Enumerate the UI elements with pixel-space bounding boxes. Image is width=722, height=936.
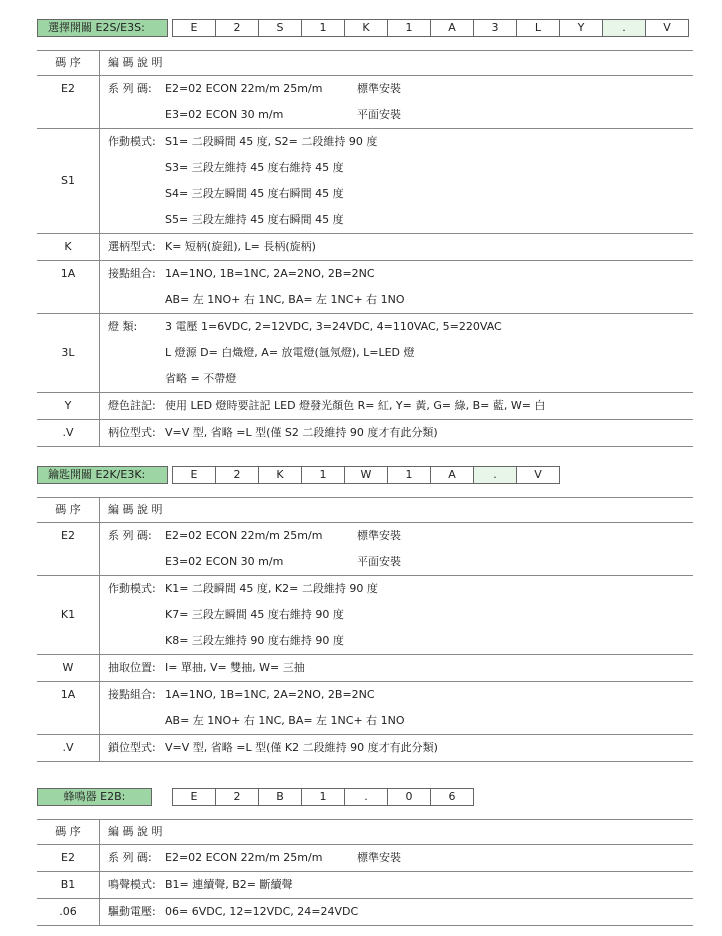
code-cells xyxy=(172,788,474,806)
field-value: E2=02 ECON 22m/m 25m/m xyxy=(165,529,323,542)
code-row xyxy=(37,19,168,37)
table-row xyxy=(37,845,693,872)
code-cells xyxy=(172,19,689,37)
mount-type: 平面安裝 xyxy=(357,555,401,568)
description-line xyxy=(100,655,693,681)
table-row xyxy=(37,261,693,314)
field-key: 燈色註記: xyxy=(108,399,156,412)
description-line xyxy=(100,872,693,898)
field-value: 1A=1NO, 1B=1NC, 2A=2NO, 2B=2NC xyxy=(165,267,375,280)
row-description xyxy=(100,129,694,234)
row-code-label: E2 xyxy=(61,82,75,95)
row-code-label: E2 xyxy=(61,851,75,864)
row-description xyxy=(100,261,694,314)
row-code-label: W xyxy=(62,661,74,674)
header-code-column: 碼 序 xyxy=(37,820,100,845)
field-key: 接點組合: xyxy=(108,688,156,701)
field-key: 驅動電壓: xyxy=(108,905,156,918)
description-line xyxy=(100,102,693,128)
field-value: AB= 左 1NO+ 右 1NC, BA= 左 1NC+ 右 1NO xyxy=(165,714,405,727)
field-value: 省略 = 不帶燈 xyxy=(165,372,237,385)
field-value: K8= 三段左維持 90 度右維持 90 度 xyxy=(165,634,344,647)
header-code-column: 碼 序 xyxy=(37,498,100,523)
table-row xyxy=(37,523,693,576)
field-value: B1= 連續聲, B2= 斷續聲 xyxy=(165,878,293,891)
description-line xyxy=(100,899,693,925)
field-key: 系 列 碼: xyxy=(108,851,152,864)
code-cell: 1 xyxy=(302,467,345,483)
field-value: S4= 三段左瞬間 45 度右瞬間 45 度 xyxy=(165,187,344,200)
row-description xyxy=(100,872,694,899)
row-description xyxy=(100,845,694,872)
row-code xyxy=(37,420,100,447)
code-cell: A xyxy=(431,20,474,36)
row-description xyxy=(100,899,694,926)
code-cell: B xyxy=(259,789,302,805)
field-key: 作動模式: xyxy=(108,135,156,148)
row-code xyxy=(37,314,100,393)
table-header xyxy=(37,820,693,845)
row-code xyxy=(37,872,100,899)
row-description xyxy=(100,576,694,655)
table-row xyxy=(37,872,693,899)
table-row xyxy=(37,76,693,129)
description-line xyxy=(100,708,693,734)
row-code-label: K1 xyxy=(60,608,76,621)
row-code xyxy=(37,899,100,926)
spec-table xyxy=(37,819,693,926)
description-line xyxy=(100,76,693,102)
row-code xyxy=(37,845,100,872)
field-value: E2=02 ECON 22m/m 25m/m xyxy=(165,82,323,95)
description-line xyxy=(100,393,693,419)
header-description-column: 編 碼 說 明 xyxy=(100,498,694,523)
code-cell: 2 xyxy=(216,20,259,36)
field-value: K= 短柄(旋鈕), L= 長柄(旋柄) xyxy=(165,240,316,253)
code-cell: Y xyxy=(560,20,603,36)
code-cell: S xyxy=(259,20,302,36)
code-cell: L xyxy=(517,20,560,36)
row-code-label: 3L xyxy=(61,346,75,359)
code-row xyxy=(37,788,152,806)
row-code xyxy=(37,76,100,129)
field-value: S5= 三段左維持 45 度右瞬間 45 度 xyxy=(165,213,344,226)
field-key: 鎖位型式: xyxy=(108,741,156,754)
code-cell: 1 xyxy=(388,20,431,36)
row-code-label: B1 xyxy=(60,878,76,891)
table-header xyxy=(37,51,693,76)
row-code-label: .V xyxy=(62,741,74,754)
code-cell: K xyxy=(259,467,302,483)
table-row xyxy=(37,420,693,447)
header-code-column: 碼 序 xyxy=(37,51,100,76)
spec-table xyxy=(37,50,693,447)
field-value: E3=02 ECON 30 m/m xyxy=(165,108,284,121)
table-row xyxy=(37,735,693,762)
description-line xyxy=(100,845,693,871)
description-line xyxy=(100,682,693,708)
code-cell: 0 xyxy=(388,789,431,805)
code-cell: K xyxy=(345,20,388,36)
header-description-column: 編 碼 說 明 xyxy=(100,51,694,76)
field-value: S3= 三段左維持 45 度右維持 45 度 xyxy=(165,161,344,174)
field-value: K7= 三段左瞬間 45 度右維持 90 度 xyxy=(165,608,344,621)
field-key: 燈 類: xyxy=(108,320,138,333)
description-line xyxy=(100,287,693,313)
code-cell: E xyxy=(172,467,216,483)
spec-table xyxy=(37,497,693,762)
mount-type: 標準安裝 xyxy=(357,82,401,95)
code-cell: E xyxy=(172,20,216,36)
row-code xyxy=(37,576,100,655)
description-line xyxy=(100,420,693,446)
row-code-label: 1A xyxy=(60,688,76,701)
description-line xyxy=(100,735,693,761)
row-description xyxy=(100,420,694,447)
code-cell: . xyxy=(474,467,517,483)
description-line xyxy=(100,261,693,287)
field-value: V=V 型, 省略 =L 型(僅 S2 二段維持 90 度才有此分類) xyxy=(165,426,438,439)
description-line xyxy=(100,234,693,260)
row-description xyxy=(100,76,694,129)
row-description xyxy=(100,314,694,393)
row-code xyxy=(37,261,100,314)
description-line xyxy=(100,207,693,233)
description-line xyxy=(100,576,693,602)
row-code-label: E2 xyxy=(61,529,75,542)
table-row xyxy=(37,129,693,234)
description-line xyxy=(100,314,693,340)
field-value: AB= 左 1NO+ 右 1NC, BA= 左 1NC+ 右 1NO xyxy=(165,293,405,306)
code-cell: 1 xyxy=(388,467,431,483)
mount-type: 標準安裝 xyxy=(357,529,401,542)
table-header xyxy=(37,498,693,523)
row-code xyxy=(37,393,100,420)
field-value: S1= 二段瞬間 45 度, S2= 二段維持 90 度 xyxy=(165,135,378,148)
table-row xyxy=(37,655,693,682)
code-cell: 6 xyxy=(431,789,474,805)
section-title: 蜂鳴器 E2B: xyxy=(37,788,152,806)
field-value: 06= 6VDC, 12=12VDC, 24=24VDC xyxy=(165,905,359,918)
field-key: 鳴聲模式: xyxy=(108,878,156,891)
field-value: 使用 LED 燈時要註記 LED 燈發光顏色 R= 紅, Y= 黃, G= 綠, B= 藍, W= 白 xyxy=(165,399,546,412)
field-key: 柄位型式: xyxy=(108,426,156,439)
row-code xyxy=(37,129,100,234)
field-key: 系 列 碼: xyxy=(108,529,152,542)
code-cell: . xyxy=(345,789,388,805)
field-value: V=V 型, 省略 =L 型(僅 K2 二段維持 90 度才有此分類) xyxy=(165,741,438,754)
code-row xyxy=(37,466,168,484)
description-line xyxy=(100,628,693,654)
table-row xyxy=(37,314,693,393)
row-description xyxy=(100,655,694,682)
field-key: 選柄型式: xyxy=(108,240,156,253)
row-description xyxy=(100,682,694,735)
table-row xyxy=(37,234,693,261)
section-title: 選擇開關 E2S/E3S: xyxy=(37,19,168,37)
field-key: 系 列 碼: xyxy=(108,82,152,95)
description-line xyxy=(100,523,693,549)
row-description xyxy=(100,735,694,762)
mount-type: 平面安裝 xyxy=(357,108,401,121)
description-line xyxy=(100,549,693,575)
row-description xyxy=(100,523,694,576)
code-cell: 2 xyxy=(216,789,259,805)
row-code-label: .06 xyxy=(59,905,77,918)
row-code xyxy=(37,682,100,735)
field-value: I= 單抽, V= 雙抽, W= 三抽 xyxy=(165,661,305,674)
code-cell: . xyxy=(603,20,646,36)
row-code xyxy=(37,234,100,261)
description-line xyxy=(100,602,693,628)
code-cell: 1 xyxy=(302,789,345,805)
mount-type: 標準安裝 xyxy=(357,851,401,864)
row-code xyxy=(37,655,100,682)
code-cell: 2 xyxy=(216,467,259,483)
code-cell: W xyxy=(345,467,388,483)
code-cell: V xyxy=(646,20,689,36)
field-value: 3 電壓 1=6VDC, 2=12VDC, 3=24VDC, 4=110VAC, 5=220VAC xyxy=(165,320,502,333)
code-cell: A xyxy=(431,467,474,483)
field-value: K1= 二段瞬間 45 度, K2= 二段維持 90 度 xyxy=(165,582,378,595)
description-line xyxy=(100,340,693,366)
code-cell: V xyxy=(517,467,560,483)
code-cell: 3 xyxy=(474,20,517,36)
row-code xyxy=(37,735,100,762)
table-row xyxy=(37,899,693,926)
code-cells xyxy=(172,466,560,484)
table-row xyxy=(37,393,693,420)
row-description xyxy=(100,393,694,420)
row-code-label: 1A xyxy=(60,267,76,280)
header-description-column: 編 碼 說 明 xyxy=(100,820,694,845)
field-key: 抽取位置: xyxy=(108,661,156,674)
code-cell: 1 xyxy=(302,20,345,36)
field-key: 作動模式: xyxy=(108,582,156,595)
description-line xyxy=(100,181,693,207)
table-row xyxy=(37,576,693,655)
field-value: E3=02 ECON 30 m/m xyxy=(165,555,284,568)
description-line xyxy=(100,129,693,155)
row-description xyxy=(100,234,694,261)
row-code-label: .V xyxy=(62,426,74,439)
field-value: E2=02 ECON 22m/m 25m/m xyxy=(165,851,323,864)
field-key: 接點組合: xyxy=(108,267,156,280)
table-row xyxy=(37,682,693,735)
section-title: 鑰匙開關 E2K/E3K: xyxy=(37,466,168,484)
code-cell: E xyxy=(172,789,216,805)
field-value: L 燈源 D= 白熾燈, A= 放電燈(氬氖燈), L=LED 燈 xyxy=(165,346,415,359)
row-code-label: Y xyxy=(64,399,72,412)
description-line xyxy=(100,155,693,181)
row-code-label: K xyxy=(64,240,72,253)
description-line xyxy=(100,366,693,392)
row-code xyxy=(37,523,100,576)
row-code-label: S1 xyxy=(61,174,75,187)
field-value: 1A=1NO, 1B=1NC, 2A=2NO, 2B=2NC xyxy=(165,688,375,701)
